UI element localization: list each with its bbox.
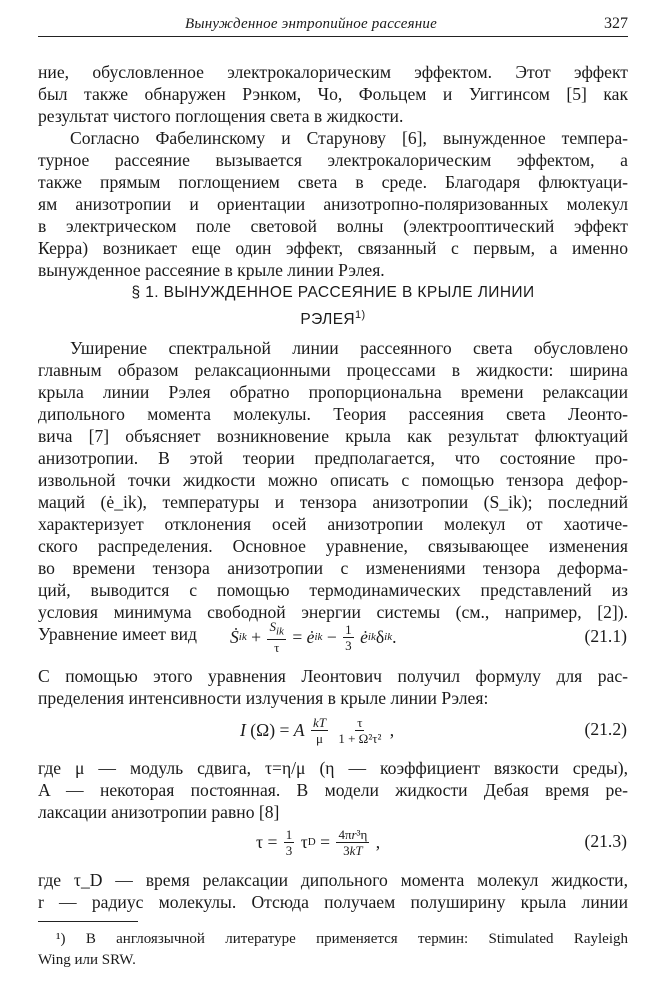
section-heading-line-2 [38,305,628,330]
section-heading-line-1: § 1. ВЫНУЖДЕННОЕ РАССЕЯНИЕ В КРЫЛЕ ЛИНИИ [131,284,535,301]
text-line: вича [7] объясняет возникновение крыла как результат флюктуаций [38,426,628,446]
text-line: был также обнаружен Рэнком, Чо, Фольцем и Уиггинсом [5] как [38,84,628,104]
section-heading-text: РЭЛЕЯ [300,311,356,329]
text-line: где τ_D — время релаксации дипольного момента молекул жидкости, [38,870,628,890]
text-line: ского распределения. Основное уравнение, связывающее изменения [38,536,628,556]
text-line: также прямым поглощением света в среде. Благодаря флюктуаци- [38,172,628,192]
page-number: 327 [604,15,628,32]
text-line: турное рассеяние вызывается электрокалорическим эффектом, а [38,150,628,170]
equation-21-2 [0,710,667,750]
text-line: крыла линии Рэлея обратно пропорциональна времени релаксации [38,382,628,402]
equation-21-3-formula: τ = $\frac{1}{3}$ τ D = $\frac{\text{4πr³η}}{3kT}$ , [256,826,381,858]
page-header [38,10,628,37]
text-line: во времени тензора анизотропии с изменениями тензора деформа- [38,558,628,578]
equation-21-2-number: (21.2) [584,719,627,739]
equation-21-1 [0,617,667,657]
text-line: в электрическом поле световой волны (электрооптический эффект [38,216,628,236]
text-line: результат чистого поглощения света в жидкости. [38,106,404,126]
text-line: вынужденное рассеяние в крыле линии Рэлея. [38,260,385,280]
text-line: ций, выводится с помощью термодинамических представлений из [38,580,628,600]
text-line: пределения интенсивности излучения в крыле линии Рэлея: [38,688,489,708]
text-line: дипольного момента молекулы. Теория рассеяния света Леонто- [38,404,628,424]
footnote-line: Wing или SRW. [38,952,136,968]
footnote-rule [38,921,138,922]
equation-21-3 [0,822,667,862]
text-line: главным образом релаксационными процессами в жидкости: ширина [38,360,628,380]
text-line: С помощью этого уравнения Леонтович получил формулу для рас- [38,666,628,686]
text-line: где μ — модуль сдвига, τ=η/μ (η — коэффициент вязкости среды), [38,758,628,778]
text-line: условия минимума свободной энергии системы (см., например, [2]). [38,602,628,622]
footnote-marker: 1) [355,309,366,321]
text-line: r — радиус молекулы. Отсюда получаем полуширину крыла линии [38,892,628,912]
text-line: характеризует отклонения осей анизотропии молекул от хаотиче- [38,514,628,534]
text-line: Уравнение имеет вид [38,624,198,644]
text-line: Уширение спектральной линии рассеянного света обусловлено [70,338,628,358]
equation-21-3-number: (21.3) [584,831,627,851]
running-head: Вынужденное энтропийное рассеяние [185,16,437,32]
text-line: лаксации анизотропии равно [8] [38,802,280,822]
text-line: A — некоторая постоянная. В модели жидкости Дебая время ре- [38,780,628,800]
equation-21-2-formula: I (Ω) = A $\frac{kT}{\mu}$ $\frac{\tau}{\text{1 + Ω²τ²}}$ , [240,714,395,746]
text-line: маций (ė_ik), температуры и тензора анизотропии (S_ik); последний [38,492,628,512]
footnote-line: ¹) В англоязычной литературе применяется термин: Stimulated Rayleigh [56,931,628,947]
text-line: Керра) возникает еще один эффект, связанный с первым, а именно [38,238,628,258]
text-line: анизотропии. В этой теории предполагается, что состояние про- [38,448,628,468]
text-line: ние, обусловленное электрокалорическим эффектом. Этот эффект [38,62,628,82]
text-line: ям анизотропии и ориентации анизотропно-поляризованных молекул [38,194,628,214]
equation-21-1-number: (21.1) [584,626,627,646]
text-line: извольной точки жидкости можно описать с помощью тензора дефор- [38,470,628,490]
text-line: Согласно Фабелинскому и Старунову [6], вынужденное темпера- [70,128,628,148]
equation-21-1-formula: Ṡ ik + $\frac{S_{ik}}{\tau}$ = ė ik − $\frac{1}{3}$ ė ik δ ik . [230,619,397,655]
